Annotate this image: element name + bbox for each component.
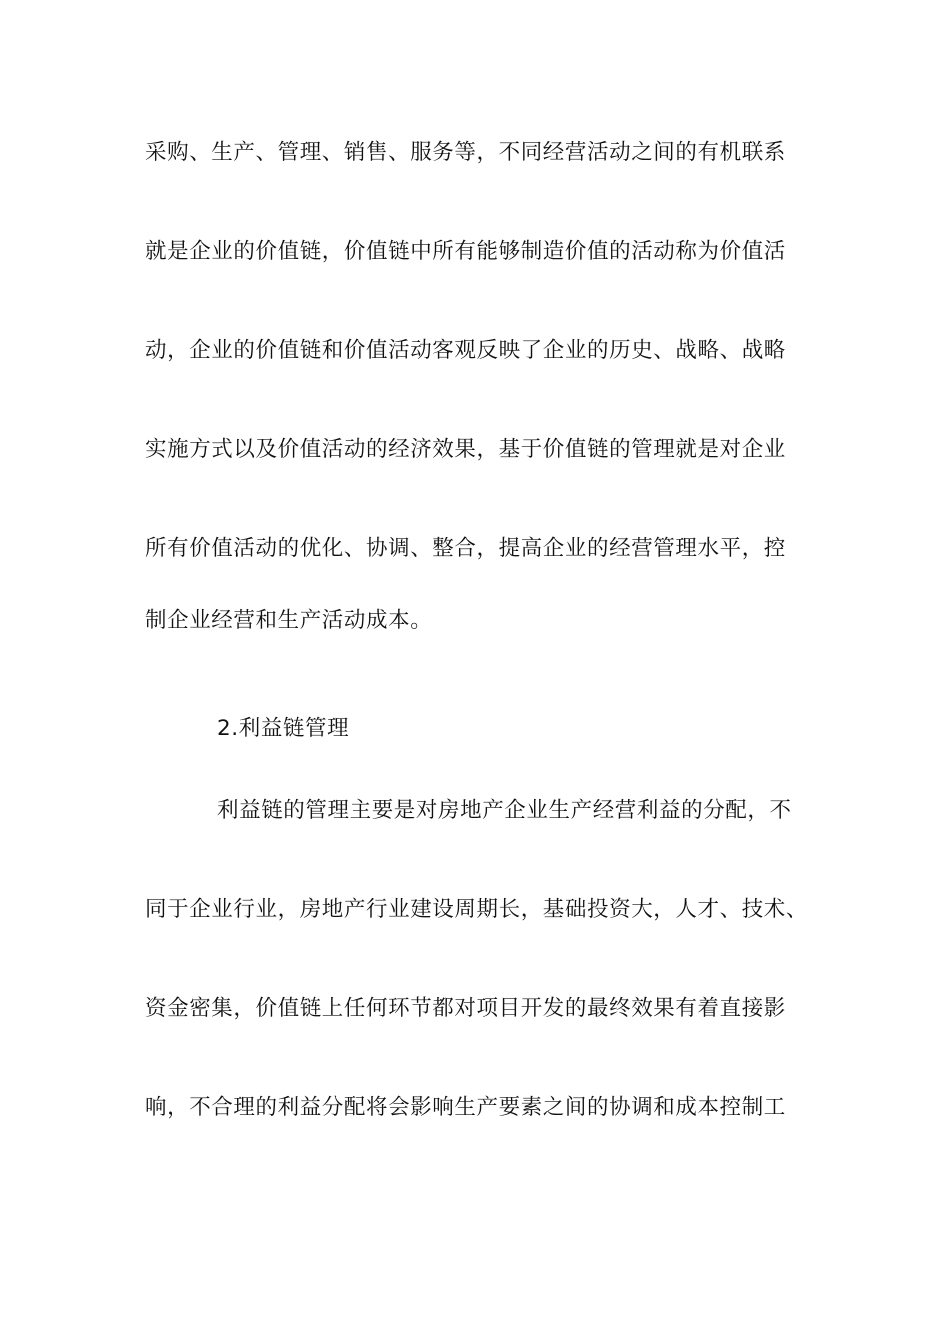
paragraph-line: 同于企业行业，房地产行业建设周期长，基础投资大，人才、技术、	[145, 897, 809, 922]
paragraph-line: 资金密集，价值链上任何环节都对项目开发的最终效果有着直接影	[145, 996, 786, 1021]
paragraph-line: 实施方式以及价值活动的经济效果，基于价值链的管理就是对企业	[145, 437, 786, 462]
section-heading: 2.利益链管理	[217, 716, 350, 741]
paragraph-line: 动，企业的价值链和价值活动客观反映了企业的历史、战略、战略	[145, 338, 786, 363]
paragraph-line: 所有价值活动的优化、协调、整合，提高企业的经营管理水平，控	[145, 536, 786, 561]
paragraph-line: 采购、生产、管理、销售、服务等，不同经营活动之间的有机联系	[145, 140, 786, 165]
paragraph-line: 制企业经营和生产活动成本。	[145, 608, 433, 633]
paragraph-line: 利益链的管理主要是对房地产企业生产经营利益的分配，不	[217, 798, 792, 823]
paragraph-line: 响，不合理的利益分配将会影响生产要素之间的协调和成本控制工	[145, 1095, 786, 1120]
paragraph-line: 就是企业的价值链，价值链中所有能够制造价值的活动称为价值活	[145, 239, 786, 264]
